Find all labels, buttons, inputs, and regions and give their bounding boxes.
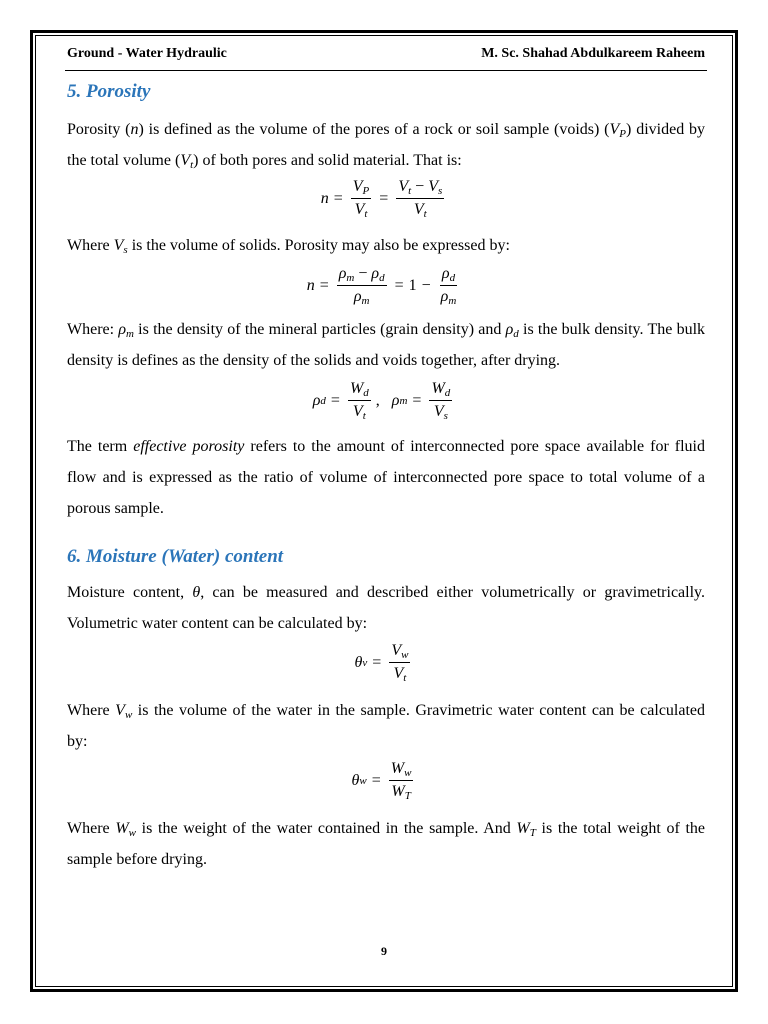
paragraph-porosity-definition: Porosity (n) is defined as the volume of the pores of a rock or soil sample (voids) $(V_P)$ divided by the total volume $(V_t)$ of both pores and solid material. That is: <box>67 121 706 171</box>
equation-porosity-density: n = $\frac{\rho_m - \rho_d}{\rho_m}$ = 1 − $\frac{\rho_d}{\rho_m}$ <box>306 265 457 307</box>
paragraph-volume-of-solids: Where $V_s$ is the volume of solids. Porosity may also be expressed by: <box>67 237 510 256</box>
equation-porosity-volume: n = $\frac{V_P}{V_t}$ = $\frac{V_t - V_s}{V_t}$ <box>320 178 443 220</box>
equation-gravimetric-water-content: θ w = $\frac{W_w}{W_T}$ <box>351 760 412 802</box>
page-header <box>67 46 705 62</box>
header-rule <box>65 70 707 71</box>
paragraph-weight-definitions: Where $W_w$ is the weight of the water contained in the sample. And $W_T$ is the total weight of the sample before drying. <box>67 820 706 868</box>
equation-bulk-and-grain-density: ρ d = $\frac{W_d}{V_t}$ , ρ m = $\frac{W_d}{V_s}$ <box>312 380 451 422</box>
paragraph-density-definitions: Where: $\rho_m$ is the density of the mineral particles (grain density) and $\rho_d$ is the bulk density. The bulk density is defines as the density of the solids and voids together, after drying. <box>67 321 706 369</box>
section-heading-moisture-content: 6. Moisture (Water) content <box>67 546 284 567</box>
header-author: M. Sc. Shahad Abdulkareem Raheem <box>481 46 705 61</box>
equation-volumetric-water-content: θ v = $\frac{V_w}{V_t}$ <box>354 642 409 684</box>
paragraph-effective-porosity: The term effective porosity refers to the amount of interconnected pore space available for fluid flow and is expressed as the ratio of volume of interconnected pore space to total volume of a porous sample. <box>67 438 706 517</box>
page-number: 9 <box>381 944 387 958</box>
paragraph-volume-of-water: Where $V_w$ is the volume of the water in the sample. Gravimetric water content can be calculated by: <box>67 702 706 750</box>
header-course-title: Ground - Water Hydraulic <box>67 46 227 61</box>
section-heading-porosity: 5. Porosity <box>67 81 151 102</box>
paragraph-moisture-content-intro: Moisture content, θ, can be measured and described either volumetrically or gravimetrically. Volumetric water content can be calculated by: <box>67 584 706 632</box>
